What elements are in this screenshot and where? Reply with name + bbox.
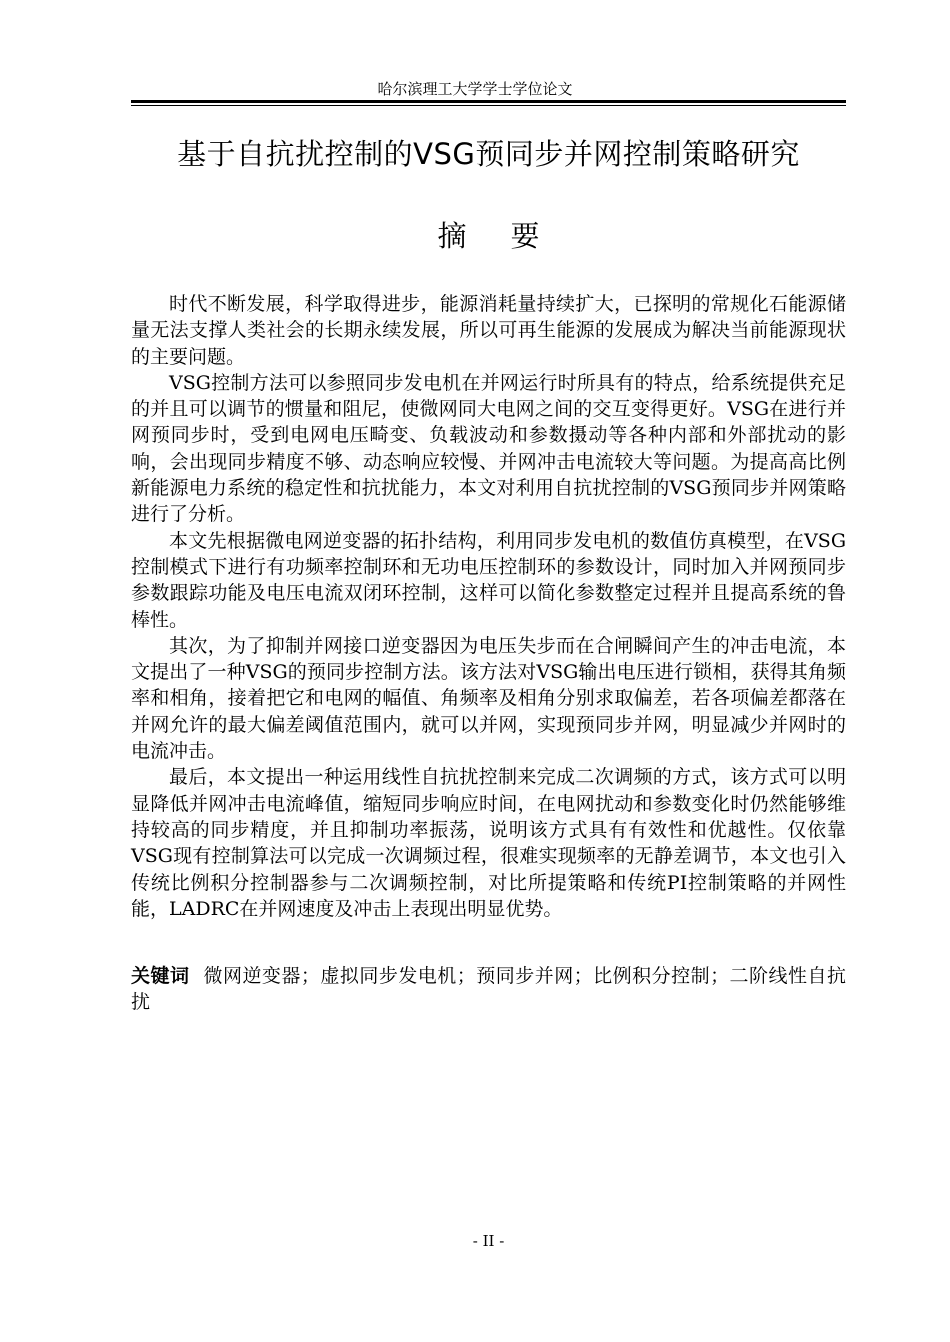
keywords-text: 微网逆变器；虚拟同步发电机；预同步并网；比例积分控制；二阶线性自抗扰 <box>131 965 846 1013</box>
keywords-label: 关键词 <box>131 965 190 987</box>
abstract-heading <box>0 216 950 256</box>
keywords-section <box>131 963 846 1015</box>
abstract-body <box>131 291 846 922</box>
thesis-title: 基于自抗扰控制的VSG预同步并网控制策略研究 <box>177 137 800 171</box>
abstract-paragraph: 本文先根据微电网逆变器的拓扑结构，利用同步发电机的数值仿真模型，在VSG控制模式下进行有功频率控制环和无功电压控制环的参数设计，同时加入并网预同步参数跟踪功能及电压电流双闭环控制，这样可以简化参数整定过程并且提高系统的鲁棒性。 <box>131 529 846 631</box>
abstract-heading-char-1: 摘 <box>437 219 467 253</box>
abstract-heading-char-2: 要 <box>510 219 540 253</box>
header-divider-thin <box>131 105 846 106</box>
abstract-paragraph: 时代不断发展，科学取得进步，能源消耗量持续扩大，已探明的常规化石能源储量无法支撑人类社会的长期永续发展，所以可再生能源的发展成为解决当前能源现状的主要问题。 <box>131 293 846 368</box>
running-header: 哈尔滨理工大学学士学位论文 <box>377 80 573 98</box>
abstract-paragraph: VSG控制方法可以参照同步发电机在并网运行时所具有的特点，给系统提供充足的并且可以调节的惯量和阻尼，使微网同大电网之间的交互变得更好。VSG在进行并网预同步时，受到电网电压畸变、负载波动和参数摄动等各种内部和外部扰动的影响，会出现同步精度不够、动态响应较慢、并网冲击电流较大等问题。为提高高比例新能源电力系统的稳定性和抗扰能力，本文对利用自抗扰控制的VSG预同步并网策略进行了分析。 <box>131 371 846 526</box>
abstract-paragraph: 最后，本文提出一种运用线性自抗扰控制来完成二次调频的方式，该方式可以明显降低并网冲击电流峰值，缩短同步响应时间，在电网扰动和参数变化时仍然能够维持较高的同步精度，并且抑制功率振荡，说明该方式具有有效性和优越性。仅依靠VSG现有控制算法可以完成一次调频过程，很难实现频率的无静差调节，本文也引入传统比例积分控制器参与二次调频控制，对比所提策略和传统PI控制策略的并网性能，LADRC在并网速度及冲击上表现出明显优势。 <box>131 766 846 920</box>
header-divider-thick <box>131 100 846 103</box>
abstract-paragraph: 其次，为了抑制并网接口逆变器因为电压失步而在合闸瞬间产生的冲击电流，本文提出了一种VSG的预同步控制方法。该方法对VSG输出电压进行锁相，获得其角频率和相角，接着把它和电网的幅值、角频率及相角分别求取偏差，若各项偏差都落在并网允许的最大偏差阈值范围内，就可以并网，实现预同步并网，明显减少并网时的电流冲击。 <box>131 634 846 763</box>
page-number: - II - <box>472 1232 505 1250</box>
